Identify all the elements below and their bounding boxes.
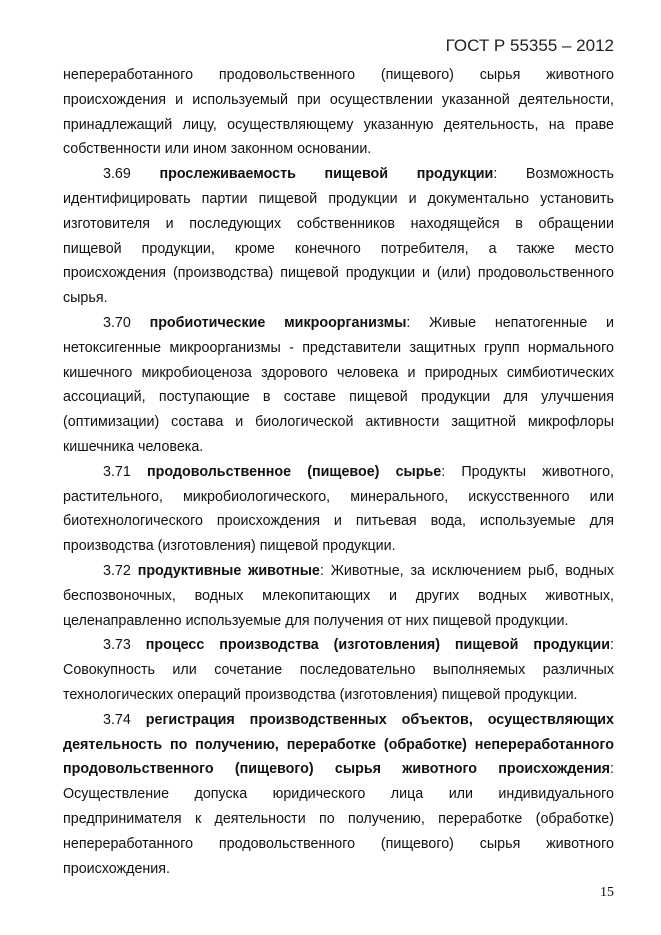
text-line bbox=[63, 460, 614, 485]
text-line bbox=[63, 237, 614, 262]
text-segment: собственности или ином законном основании. bbox=[63, 141, 372, 158]
paragraph bbox=[63, 633, 614, 707]
text-line bbox=[63, 609, 614, 634]
text-segment: пищевой продукции, кроме конечного потребителя, а также место bbox=[63, 240, 614, 257]
text-segment: идентифицировать партии пищевой продукции и документально установить bbox=[63, 190, 614, 207]
text-segment: происхождения. bbox=[63, 860, 171, 877]
text-line bbox=[63, 336, 614, 361]
text-line bbox=[63, 807, 614, 832]
text-line bbox=[63, 435, 614, 460]
text-line bbox=[63, 708, 614, 733]
paragraph bbox=[63, 162, 614, 311]
term-bold: продовольственного (пищевого) сырья животного происхождения bbox=[63, 761, 611, 778]
text-segment: технологических операций производства (изготовления) пищевой продукции. bbox=[63, 686, 578, 703]
text-segment: принадлежащий лицу, осуществляющему указанную деятельность, на праве bbox=[63, 116, 614, 133]
text-segment: производства (изготовления) пищевой продукции. bbox=[63, 538, 396, 555]
text-line bbox=[63, 782, 614, 807]
term-bold: прослеживаемость пищевой продукции bbox=[159, 166, 494, 183]
term-bold: регистрация производственных объектов, осуществляющих bbox=[145, 711, 614, 728]
text-line bbox=[63, 311, 614, 336]
text-line bbox=[63, 162, 614, 187]
text-segment: : Живые непатогенные и bbox=[406, 314, 614, 331]
text-line bbox=[63, 137, 614, 162]
term-bold: продуктивные животные bbox=[137, 562, 320, 579]
text-segment: нетоксигенные микроорганизмы - представители защитных групп нормального bbox=[63, 339, 614, 356]
document-body bbox=[63, 63, 614, 881]
text-segment: (оптимизации) состава и биологической активности защитной микрофлоры bbox=[63, 414, 614, 431]
term-bold: продовольственное (пищевое) сырье bbox=[147, 463, 442, 480]
text-segment: Совокупность или сочетание последовательно выполняемых различных bbox=[63, 662, 614, 679]
text-line bbox=[63, 212, 614, 237]
text-line bbox=[63, 857, 614, 882]
term-bold: деятельность по получению, переработке (обработке) непереработанного bbox=[63, 736, 614, 753]
text-segment: происхождения и используемый при осуществлении указанной деятельности, bbox=[63, 91, 614, 108]
text-segment: 3.74 bbox=[103, 711, 146, 728]
text-segment: 3.72 bbox=[103, 562, 138, 579]
text-segment: биотехнологического происхождения и питьевая вода, используемые для bbox=[63, 513, 614, 530]
paragraph bbox=[63, 460, 614, 559]
text-segment: изготовителя и последующих собственников находящейся в обращении bbox=[63, 215, 614, 232]
text-line bbox=[63, 683, 614, 708]
text-line bbox=[63, 385, 614, 410]
text-line bbox=[63, 832, 614, 857]
text-line bbox=[63, 113, 614, 138]
text-line bbox=[63, 584, 614, 609]
text-segment: : Животные, за исключением рыб, водных bbox=[319, 562, 614, 579]
text-segment: Осуществление допуска юридического лица или индивидуального bbox=[63, 786, 614, 803]
text-line bbox=[63, 733, 614, 758]
text-line bbox=[63, 559, 614, 584]
text-line bbox=[63, 757, 614, 782]
text-segment: 3.69 bbox=[103, 166, 160, 183]
paragraph bbox=[63, 311, 614, 460]
text-line bbox=[63, 534, 614, 559]
paragraph bbox=[63, 559, 614, 633]
text-line bbox=[63, 63, 614, 88]
text-line bbox=[63, 410, 614, 435]
text-line bbox=[63, 633, 614, 658]
text-line bbox=[63, 485, 614, 510]
text-segment: : Возможность bbox=[493, 166, 614, 183]
text-segment: предпринимателя к деятельности по получению, переработке (обработке) bbox=[63, 810, 614, 827]
text-segment: происхождения (производства) пищевой продукции и (или) продовольственного bbox=[63, 265, 614, 282]
text-segment: непереработанного продовольственного (пищевого) сырья животного bbox=[63, 67, 614, 83]
text-line bbox=[63, 286, 614, 311]
text-segment: 3.70 bbox=[103, 314, 150, 331]
text-segment: растительного, микробиологического, минерального, искусственного или bbox=[63, 488, 614, 505]
text-line bbox=[63, 187, 614, 212]
term-bold: процесс производства (изготовления) пищевой продукции bbox=[145, 637, 611, 654]
paragraph bbox=[63, 63, 614, 162]
document-header: ГОСТ Р 55355 – 2012 bbox=[445, 36, 614, 55]
text-segment: : bbox=[610, 761, 614, 778]
text-segment: непереработанного продовольственного (пищевого) сырья животного bbox=[63, 835, 614, 852]
text-segment: 3.71 bbox=[103, 463, 147, 480]
text-segment: кишечника человека. bbox=[63, 438, 204, 455]
text-line bbox=[63, 261, 614, 286]
text-segment: 3.73 bbox=[103, 637, 146, 654]
text-segment: : bbox=[610, 637, 614, 654]
text-segment: : Продукты животного, bbox=[441, 463, 614, 480]
text-segment: сырья. bbox=[63, 290, 108, 307]
page-number: 15 bbox=[600, 885, 614, 900]
text-line bbox=[63, 88, 614, 113]
text-segment: целенаправленно используемые для получения от них пищевой продукции. bbox=[63, 612, 569, 629]
text-line bbox=[63, 509, 614, 534]
text-segment: беспозвоночных, водных млекопитающих и других водных животных, bbox=[63, 587, 614, 604]
text-segment: ассоциаций, поступающие в составе пищевой продукции для улучшения bbox=[63, 389, 614, 406]
text-line bbox=[63, 658, 614, 683]
term-bold: пробиотические микроорганизмы bbox=[149, 314, 407, 331]
paragraph bbox=[63, 708, 614, 882]
text-segment: кишечного микробиоценоза здорового человека и природных симбиотических bbox=[63, 364, 614, 381]
text-line bbox=[63, 361, 614, 386]
